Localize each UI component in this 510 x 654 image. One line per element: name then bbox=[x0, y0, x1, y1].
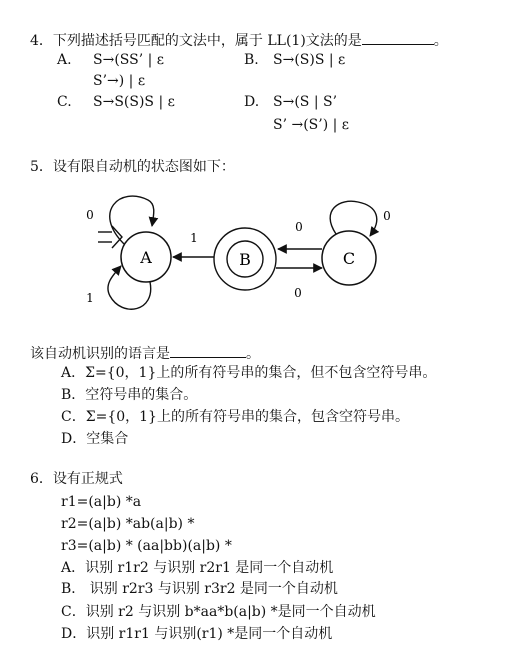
state-c-label: C bbox=[342, 249, 356, 268]
q5-option-d: D．空集合 bbox=[61, 431, 129, 447]
q6-r1: r1=(a|b) *a bbox=[61, 494, 142, 510]
q4-option-a-line1: S→(SS’ | ε bbox=[93, 52, 165, 68]
q6-option-d: D．识别 r1r1 与识别(r1) *是同一个自动机 bbox=[61, 626, 333, 642]
q5-answer-blank bbox=[170, 343, 246, 358]
q6-option-c: C．识别 r2 与识别 b*aa*b(a|b) *是同一个自动机 bbox=[61, 604, 376, 620]
q4-option-d-label: D. bbox=[244, 94, 260, 110]
q4-stem-end: 。 bbox=[433, 33, 448, 49]
a-loop-top-label: 0 bbox=[86, 208, 94, 222]
state-a-label: A bbox=[140, 248, 152, 267]
q4-option-d-line2: S’ →(S’) | ε bbox=[273, 117, 350, 133]
q4-option-a-line2: S’→) | ε bbox=[93, 73, 146, 89]
q5-stem: 5．设有限自动机的状态图如下： bbox=[30, 159, 235, 175]
a-loop-bottom-edge bbox=[108, 266, 151, 309]
q5-option-c: C．Σ={0，1}上的所有符号串的集合，包含空符号串。 bbox=[61, 409, 409, 425]
q5-question-end: 。 bbox=[246, 346, 260, 362]
b-to-a-label: 1 bbox=[190, 231, 198, 245]
state-b-label: B bbox=[239, 250, 251, 269]
q5-question-text: 该自动机识别的语言是 bbox=[30, 346, 170, 362]
q5-option-a: A．Σ={0，1}上的所有符号串的集合，但不包含空符号串。 bbox=[61, 365, 437, 381]
q6-option-b: B． 识别 r2r3 与识别 r3r2 是同一个自动机 bbox=[61, 581, 338, 597]
a-loop-bottom-label: 1 bbox=[86, 291, 94, 305]
q5-question bbox=[30, 343, 260, 363]
q4-option-d-line1: S→(S | S’ bbox=[273, 94, 338, 110]
q4-stem-text: 4．下列描述括号匹配的文法中，属于 LL(1)文法的是 bbox=[30, 33, 362, 49]
q4-option-c-line1: S→S(S)S | ε bbox=[93, 94, 175, 110]
q6-option-a: A．识别 r1r2 与识别 r2r1 是同一个自动机 bbox=[61, 560, 334, 576]
q4-option-a-label: A. bbox=[57, 52, 72, 68]
q6-stem: 6．设有正规式 bbox=[30, 471, 123, 487]
q5-option-b: B．空符号串的集合。 bbox=[61, 387, 198, 403]
q4-option-c-label: C. bbox=[57, 94, 72, 110]
q4-option-b-line1: S→(S)S | ε bbox=[273, 52, 346, 68]
b-to-c-label: 0 bbox=[294, 286, 302, 300]
c-to-b-label: 0 bbox=[295, 220, 303, 234]
q6-r2: r2=(a|b) *ab(a|b) * bbox=[61, 516, 195, 532]
q4-option-b-label: B. bbox=[244, 52, 259, 68]
c-loop-label: 0 bbox=[383, 209, 391, 223]
q6-r3: r3=(a|b) * (aa|bb)(a|b) * bbox=[61, 538, 232, 554]
